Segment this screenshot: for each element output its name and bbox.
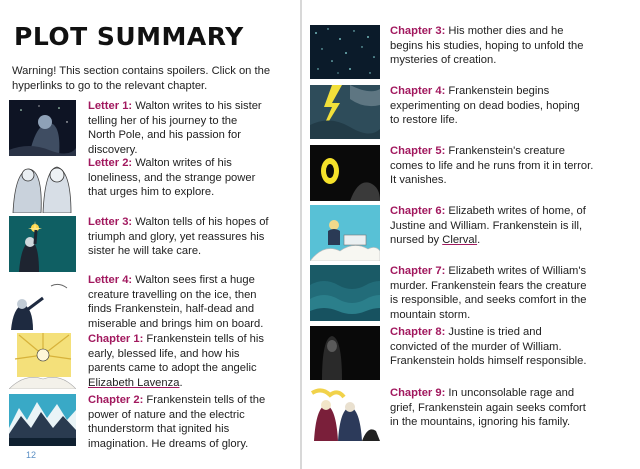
chapter-8-link[interactable]: Chapter 8: [390, 326, 446, 338]
entry-chapter-4 [310, 85, 635, 141]
entry-letter-1 [9, 100, 299, 156]
chapter-9-summary: In unconsolable rage and grief, Frankenstein again seeks comfort in the mountains, ignoring his family. [390, 387, 586, 429]
stormy-sea-icon [310, 265, 380, 321]
right-page [302, 0, 640, 469]
lightning-icon [310, 85, 380, 139]
entry-chapter-7 [310, 265, 635, 321]
sickbed-icon [310, 205, 380, 261]
entry-chapter-6: Chapter 6: Elizabeth writes of home, of Justine and William. Frankenstein is ill, nursed by Clerval. [310, 205, 635, 261]
page-number: 12 [26, 450, 37, 460]
angelic-child-icon [9, 333, 76, 389]
night-sky-figure-icon [9, 100, 76, 156]
chapter-4-summary: Frankenstein begins experimenting on dead bodies, hoping to restore life. [390, 85, 580, 127]
entry-chapter-2 [9, 394, 299, 450]
chapter-2-link[interactable]: Chapter 2: [88, 394, 144, 406]
letter-1-link[interactable]: Letter 1: [88, 100, 133, 112]
chapter-3-link[interactable]: Chapter 3: [390, 25, 446, 37]
entry-letter-4 [9, 274, 299, 330]
letter-3-summary: Walton tells of his hopes of triumph and glory, yet reassures his sister he will take care. [88, 216, 269, 258]
entry-chapter-8 [310, 326, 635, 382]
chapter-4-link[interactable]: Chapter 4: [390, 85, 446, 97]
letter-1-summary: Walton writes to his sister telling her of his journey to the North Pole, and his passion for discovery. [88, 100, 262, 156]
chapter-3-summary: His mother dies and he begins his studies, hoping to unfold the mysteries of creation. [390, 25, 584, 67]
two-figures-icon [9, 157, 76, 213]
letter-3-link[interactable]: Letter 3: [88, 216, 133, 228]
letter-4-link[interactable]: Letter 4: [88, 274, 133, 286]
chapter-2-summary: Frankenstein tells of the power of nature and the electric thunderstorm that ignited his imagination. He dreams of glory. [88, 394, 266, 450]
left-page [0, 0, 302, 469]
chapter-8-summary: Justine is tried and convicted of the murder of William. Frankenstein holds himself responsible. [390, 326, 587, 368]
entry-letter-3 [9, 216, 299, 272]
entry-chapter-1: Chapter 1: Frankenstein tells of his early, blessed life, and how his parents came to adopt the angelic Elizabeth Lavenza. [9, 333, 299, 389]
page-title: PLOT SUMMARY [14, 22, 244, 51]
chapter-5-summary: Frankenstein's creature comes to life and he runs from it in terror. It vanishes. [390, 145, 594, 187]
entry-chapter-5 [310, 145, 635, 201]
hooded-figure-icon [310, 326, 380, 380]
chapter-1-link[interactable]: Chapter 1: [88, 333, 144, 345]
chapter-5-link[interactable]: Chapter 5: [390, 145, 446, 157]
pointing-figure-icon [9, 274, 76, 330]
chapter-6-link[interactable]: Chapter 6: [390, 205, 446, 217]
grieving-couple-icon [310, 387, 380, 441]
mountains-storm-icon [9, 394, 76, 446]
entry-chapter-3 [310, 25, 635, 81]
elizabeth-lavenza-text: Elizabeth Lavenza [88, 376, 180, 389]
glowing-eye-icon [310, 145, 380, 201]
spoiler-warning: Warning! This section contains spoilers. Click on the hyperlinks to go to the relevant chapter. [12, 65, 271, 92]
letter-2-summary: Walton writes of his loneliness, and the strange power that urges him to explore. [88, 157, 256, 199]
chapter-6-summary: Elizabeth writes of home, of Justine and William. Frankenstein is ill, nursed by [390, 205, 586, 247]
chapter-7-summary: Elizabeth writes of William's murder. Frankenstein fears the creature is responsible, and seeks comfort in the mountain storm. [390, 265, 587, 321]
letter-2-link[interactable]: Letter 2: [88, 157, 133, 169]
chapter-7-link[interactable]: Chapter 7: [390, 265, 446, 277]
clerval-text: Clerval [442, 234, 478, 247]
chapter-1-summary: Frankenstein tells of his early, blessed life, and how his parents came to adopt the angelic [88, 333, 264, 375]
entry-letter-2 [9, 157, 299, 213]
chapter-9-link[interactable]: Chapter 9: [390, 387, 446, 399]
entry-chapter-9 [310, 387, 635, 443]
letter-4-summary: Walton sees first a huge creature travelling on the ice, then finds Frankenstein, half-dead and miserable and brings him on board. [88, 274, 264, 330]
starfield-icon [310, 25, 380, 79]
star-reaching-figure-icon [9, 216, 76, 272]
